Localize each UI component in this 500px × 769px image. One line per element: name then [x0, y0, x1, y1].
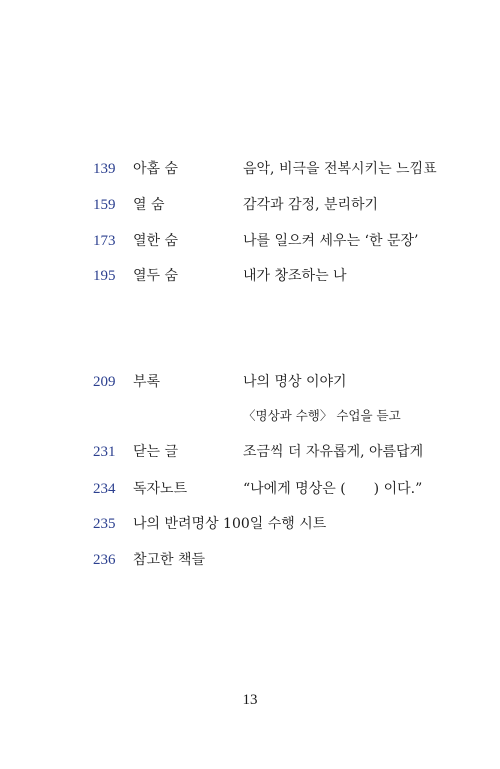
toc-title: “나에게 명상은 ( ) 이다.”: [243, 481, 423, 497]
toc-page-number: 231: [93, 444, 116, 460]
toc-entry: [0, 548, 500, 572]
toc-page-number: 173: [93, 233, 116, 249]
toc-chapter: 열 숨: [133, 197, 165, 213]
toc-title: 나의 명상 이야기: [243, 374, 347, 390]
toc-page-number: 195: [93, 268, 116, 284]
toc-entry-continuation: [0, 404, 500, 428]
toc-page-number: 235: [93, 516, 116, 532]
toc-entry: [0, 512, 500, 536]
toc-entry: [0, 157, 500, 181]
toc-chapter: 열한 숨: [133, 233, 179, 249]
toc-entry: [0, 229, 500, 253]
toc-page-number: 234: [93, 481, 116, 497]
toc-entry: [0, 370, 500, 394]
toc-chapter: 참고한 책들: [133, 552, 206, 568]
toc-page-number: 236: [93, 552, 116, 568]
toc-title: 음악, 비극을 전복시키는 느낌표: [243, 161, 437, 177]
toc-page-number: 159: [93, 197, 116, 213]
toc-entry: [0, 193, 500, 217]
toc-title: 나를 일으켜 세우는 ‘한 문장’: [243, 233, 419, 249]
toc-chapter: 닫는 글: [133, 444, 179, 460]
toc-chapter: 독자노트: [133, 481, 188, 497]
toc-chapter: 아홉 숨: [133, 161, 179, 177]
toc-subtitle: 〈명상과 수행〉 수업을 듣고: [243, 408, 401, 423]
toc-chapter: 부록: [133, 374, 161, 390]
toc-page-number: 139: [93, 161, 116, 177]
page-number: 13: [242, 692, 258, 708]
toc-chapter: 나의 반려명상 100일 수행 시트: [133, 516, 327, 532]
toc-entry: [0, 477, 500, 501]
toc-title: 조금씩 더 자유롭게, 아름답게: [243, 444, 424, 460]
toc-page-number: 209: [93, 374, 116, 390]
toc-title: 감각과 감정, 분리하기: [243, 197, 379, 213]
toc-entry: [0, 264, 500, 288]
toc-title: 내가 창조하는 나: [243, 268, 347, 284]
toc-chapter: 열두 숨: [133, 268, 179, 284]
toc-entry: [0, 440, 500, 464]
